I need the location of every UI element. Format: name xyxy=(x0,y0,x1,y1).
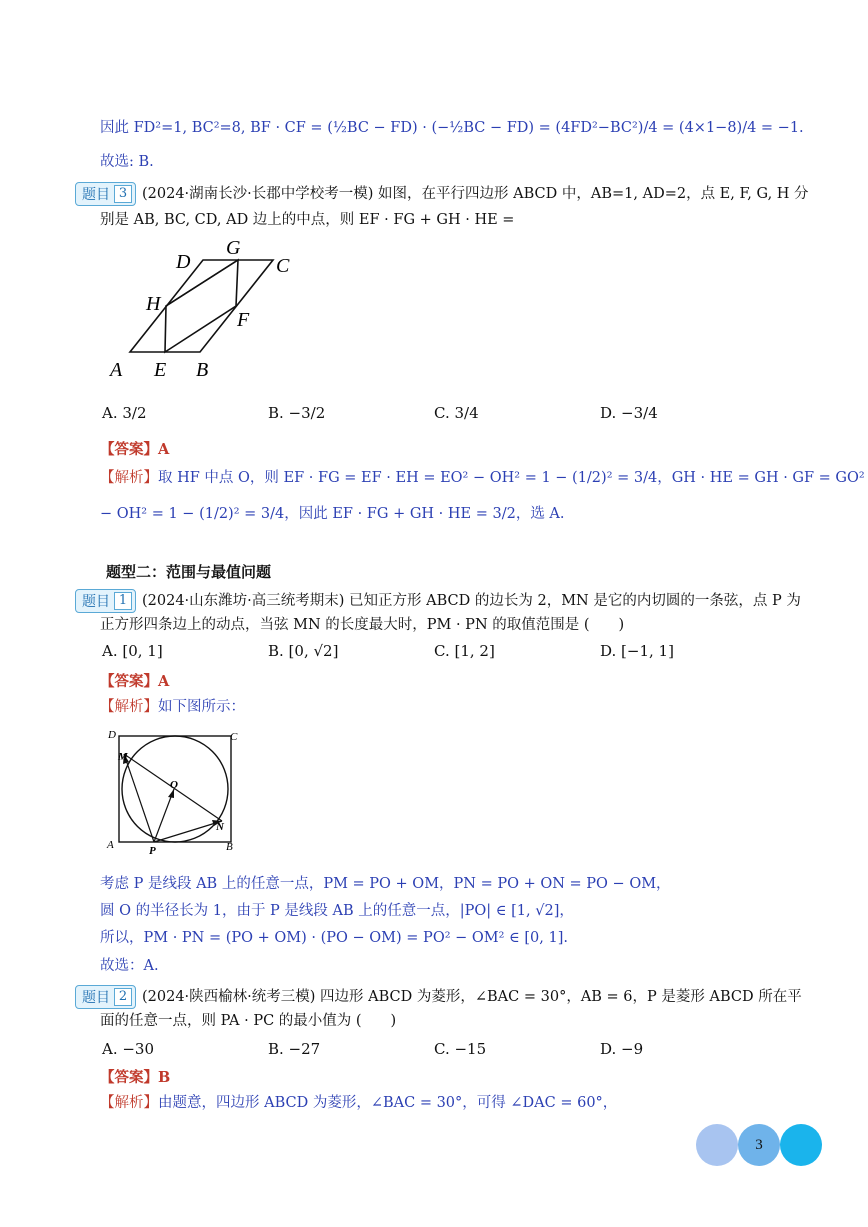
answer: 【答案】A xyxy=(100,441,170,458)
option-c: C. 3/4 xyxy=(434,404,479,422)
work-line: 所以，PM · PN = (PO + OM) · (PO − OM) = PO² − OM² ∈ [0, 1]. xyxy=(100,930,568,946)
page-number: 3 xyxy=(738,1124,780,1166)
answer: 【答案】B xyxy=(100,1069,171,1086)
label-d: D xyxy=(108,729,116,741)
problem-tag-number: 3 xyxy=(114,185,132,203)
problem-stem: (2024·湖南长沙·长郡中学校考一模) 如图，在平行四边形 ABCD 中，AB=1, AD=2，点 E, F, G, H 分 xyxy=(142,186,809,202)
label-m: M xyxy=(118,751,128,763)
analysis-text: 由题意，四边形 ABCD 为菱形，∠BAC = 30°，可得 ∠DAC = 60°， xyxy=(158,1095,618,1111)
parallelogram-figure xyxy=(100,232,310,382)
option-a: A. [0, 1] xyxy=(102,642,163,660)
label-b: B xyxy=(196,359,209,381)
square-circle-figure xyxy=(104,726,244,856)
solution-line: 因此 FD²=1, BC²=8, BF · CF = (½BC − FD) · (−½BC − FD) = (4FD²−BC²)/4 = (4×1−8)/4 = −1. xyxy=(100,120,804,136)
problem-tag-label: 题目 xyxy=(82,594,110,610)
work-line: 圆 O 的半径长为 1，由于 P 是线段 AB 上的任意一点，|PO| ∈ [1, √2]， xyxy=(100,903,574,919)
label-a: A xyxy=(107,839,114,851)
label-c: C xyxy=(276,255,290,277)
label-d: D xyxy=(176,251,191,273)
option-b: B. [0, √2] xyxy=(268,642,339,660)
label-a: A xyxy=(110,359,123,381)
answer: 【答案】A xyxy=(100,673,170,690)
problem-stem: (2024·陕西榆林·统考三模) 四边形 ABCD 为菱形，∠BAC = 30°，AB = 6，P 是菱形 ABCD 所在平 xyxy=(142,989,802,1005)
page-number-badge xyxy=(696,1124,822,1166)
badge-circle xyxy=(696,1124,738,1166)
vector-pn xyxy=(154,821,222,842)
problem-tag-number: 2 xyxy=(114,988,132,1006)
option-c: C. [1, 2] xyxy=(434,642,495,660)
option-c: C. −15 xyxy=(434,1040,487,1058)
problem-tag-label: 题目 xyxy=(82,990,110,1006)
badge-circle xyxy=(780,1124,822,1166)
analysis-line xyxy=(100,468,865,488)
problem-tag-label: 题目 xyxy=(82,187,110,203)
problem-tag xyxy=(75,182,136,206)
option-b: B. −27 xyxy=(268,1040,321,1058)
work-line: 故选：A. xyxy=(100,958,159,974)
analysis-label: 【解析】 xyxy=(100,1095,158,1111)
option-a: A. 3/2 xyxy=(102,404,147,422)
problem-tag xyxy=(75,589,136,613)
option-b: B. −3/2 xyxy=(268,404,326,422)
label-p: P xyxy=(149,845,156,856)
label-b: B xyxy=(226,841,233,853)
option-d: D. −9 xyxy=(600,1040,644,1058)
parallelogram-efgh xyxy=(165,260,238,352)
problem-stem: (2024·山东潍坊·高三统考期末) 已知正方形 ABCD 的边长为 2，MN 是它的内切圆的一条弦，点 P 为 xyxy=(142,593,801,609)
problem-stem: 正方形四条边上的动点，当弦 MN 的长度最大时，PM · PN 的取值范围是 ( ) xyxy=(100,617,625,633)
section-title: 题型二：范围与最值问题 xyxy=(106,563,272,581)
choice-line: 故选: B. xyxy=(100,154,154,170)
label-c: C xyxy=(230,731,238,743)
label-o: O xyxy=(170,779,178,791)
problem-tag-number: 1 xyxy=(114,592,132,610)
label-e: E xyxy=(154,359,167,381)
analysis-line xyxy=(100,697,245,717)
analysis-label: 【解析】 xyxy=(100,470,158,486)
label-f: F xyxy=(237,309,250,331)
analysis-line xyxy=(100,1093,617,1113)
problem-stem: 别是 AB, BC, CD, AD 边上的中点，则 EF · FG + GH · HE = xyxy=(100,212,515,228)
problem-tag xyxy=(75,985,136,1009)
option-d: D. [−1, 1] xyxy=(600,642,674,660)
option-a: A. −30 xyxy=(102,1040,155,1058)
label-h: H xyxy=(146,293,161,315)
work-line: 考虑 P 是线段 AB 上的任意一点，PM = PO + OM，PN = PO + ON = PO − OM， xyxy=(100,876,671,892)
analysis-text: 如下图所示： xyxy=(158,699,245,715)
problem-stem: 面的任意一点，则 PA · PC 的最小值为 ( ) xyxy=(100,1013,397,1029)
analysis-text: 取 HF 中点 O，则 EF · FG = EF · EH = EO² − OH² = 1 − (1/2)² = 3/4，GH · HE = GH · GF = GO² xyxy=(158,470,865,486)
option-d: D. −3/4 xyxy=(600,404,658,422)
analysis-line: − OH² = 1 − (1/2)² = 3/4，因此 EF · FG + GH · HE = 3/2，选 A. xyxy=(100,506,565,522)
label-g: G xyxy=(226,237,241,259)
label-n: N xyxy=(216,821,224,833)
analysis-label: 【解析】 xyxy=(100,699,158,715)
